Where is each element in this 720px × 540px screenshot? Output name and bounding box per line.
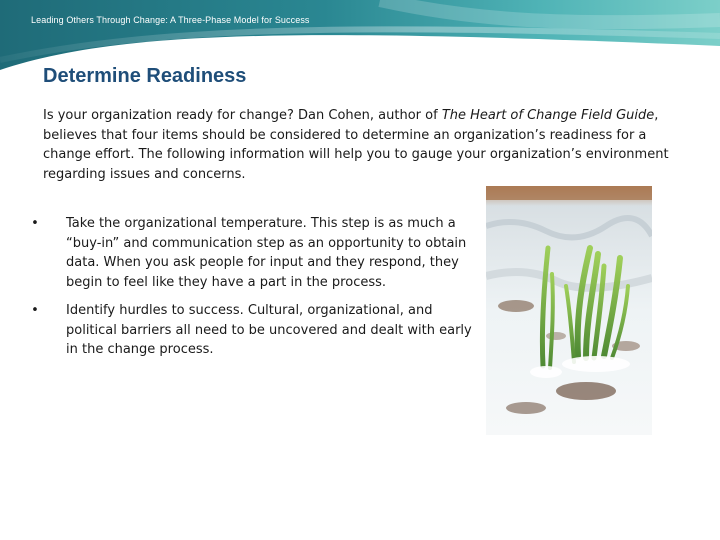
- intro-paragraph: [43, 106, 683, 184]
- slide-heading: Determine Readiness: [43, 65, 247, 87]
- intro-text-start: Is your organization ready for change? Dan Cohen, author of: [43, 108, 442, 123]
- bullet-marker: •: [31, 216, 39, 231]
- bullet-item: [28, 301, 473, 360]
- header-banner: [0, 0, 720, 70]
- bullet-list: [28, 214, 473, 369]
- presentation-title: Leading Others Through Change: A Three-Phase Model for Success: [31, 15, 310, 25]
- sprouts-illustration: [486, 186, 652, 435]
- bullet-marker: •: [31, 303, 39, 318]
- bullet-text: Take the organizational temperature. This step is as much a “buy-in” and communication step as an opportunity to obtain data. When you ask people for input and they respond, they begin to feel like they have a part in the process.: [66, 216, 467, 290]
- sprouts-in-snow-photo: [486, 186, 652, 435]
- bullet-item: [28, 214, 473, 292]
- banner-swoosh-graphic: [0, 0, 720, 70]
- book-title: The Heart of Change Field Guide: [441, 108, 655, 123]
- intro-text-end: , believes that four items should be considered to determine an organization’s readiness for a change effort. The following information will help you to gauge your organization’s environment regarding issues and concerns.: [43, 108, 669, 182]
- bullet-text: Identify hurdles to success. Cultural, organizational, and political barriers all need to be uncovered and dealt with early in the change process.: [66, 303, 472, 357]
